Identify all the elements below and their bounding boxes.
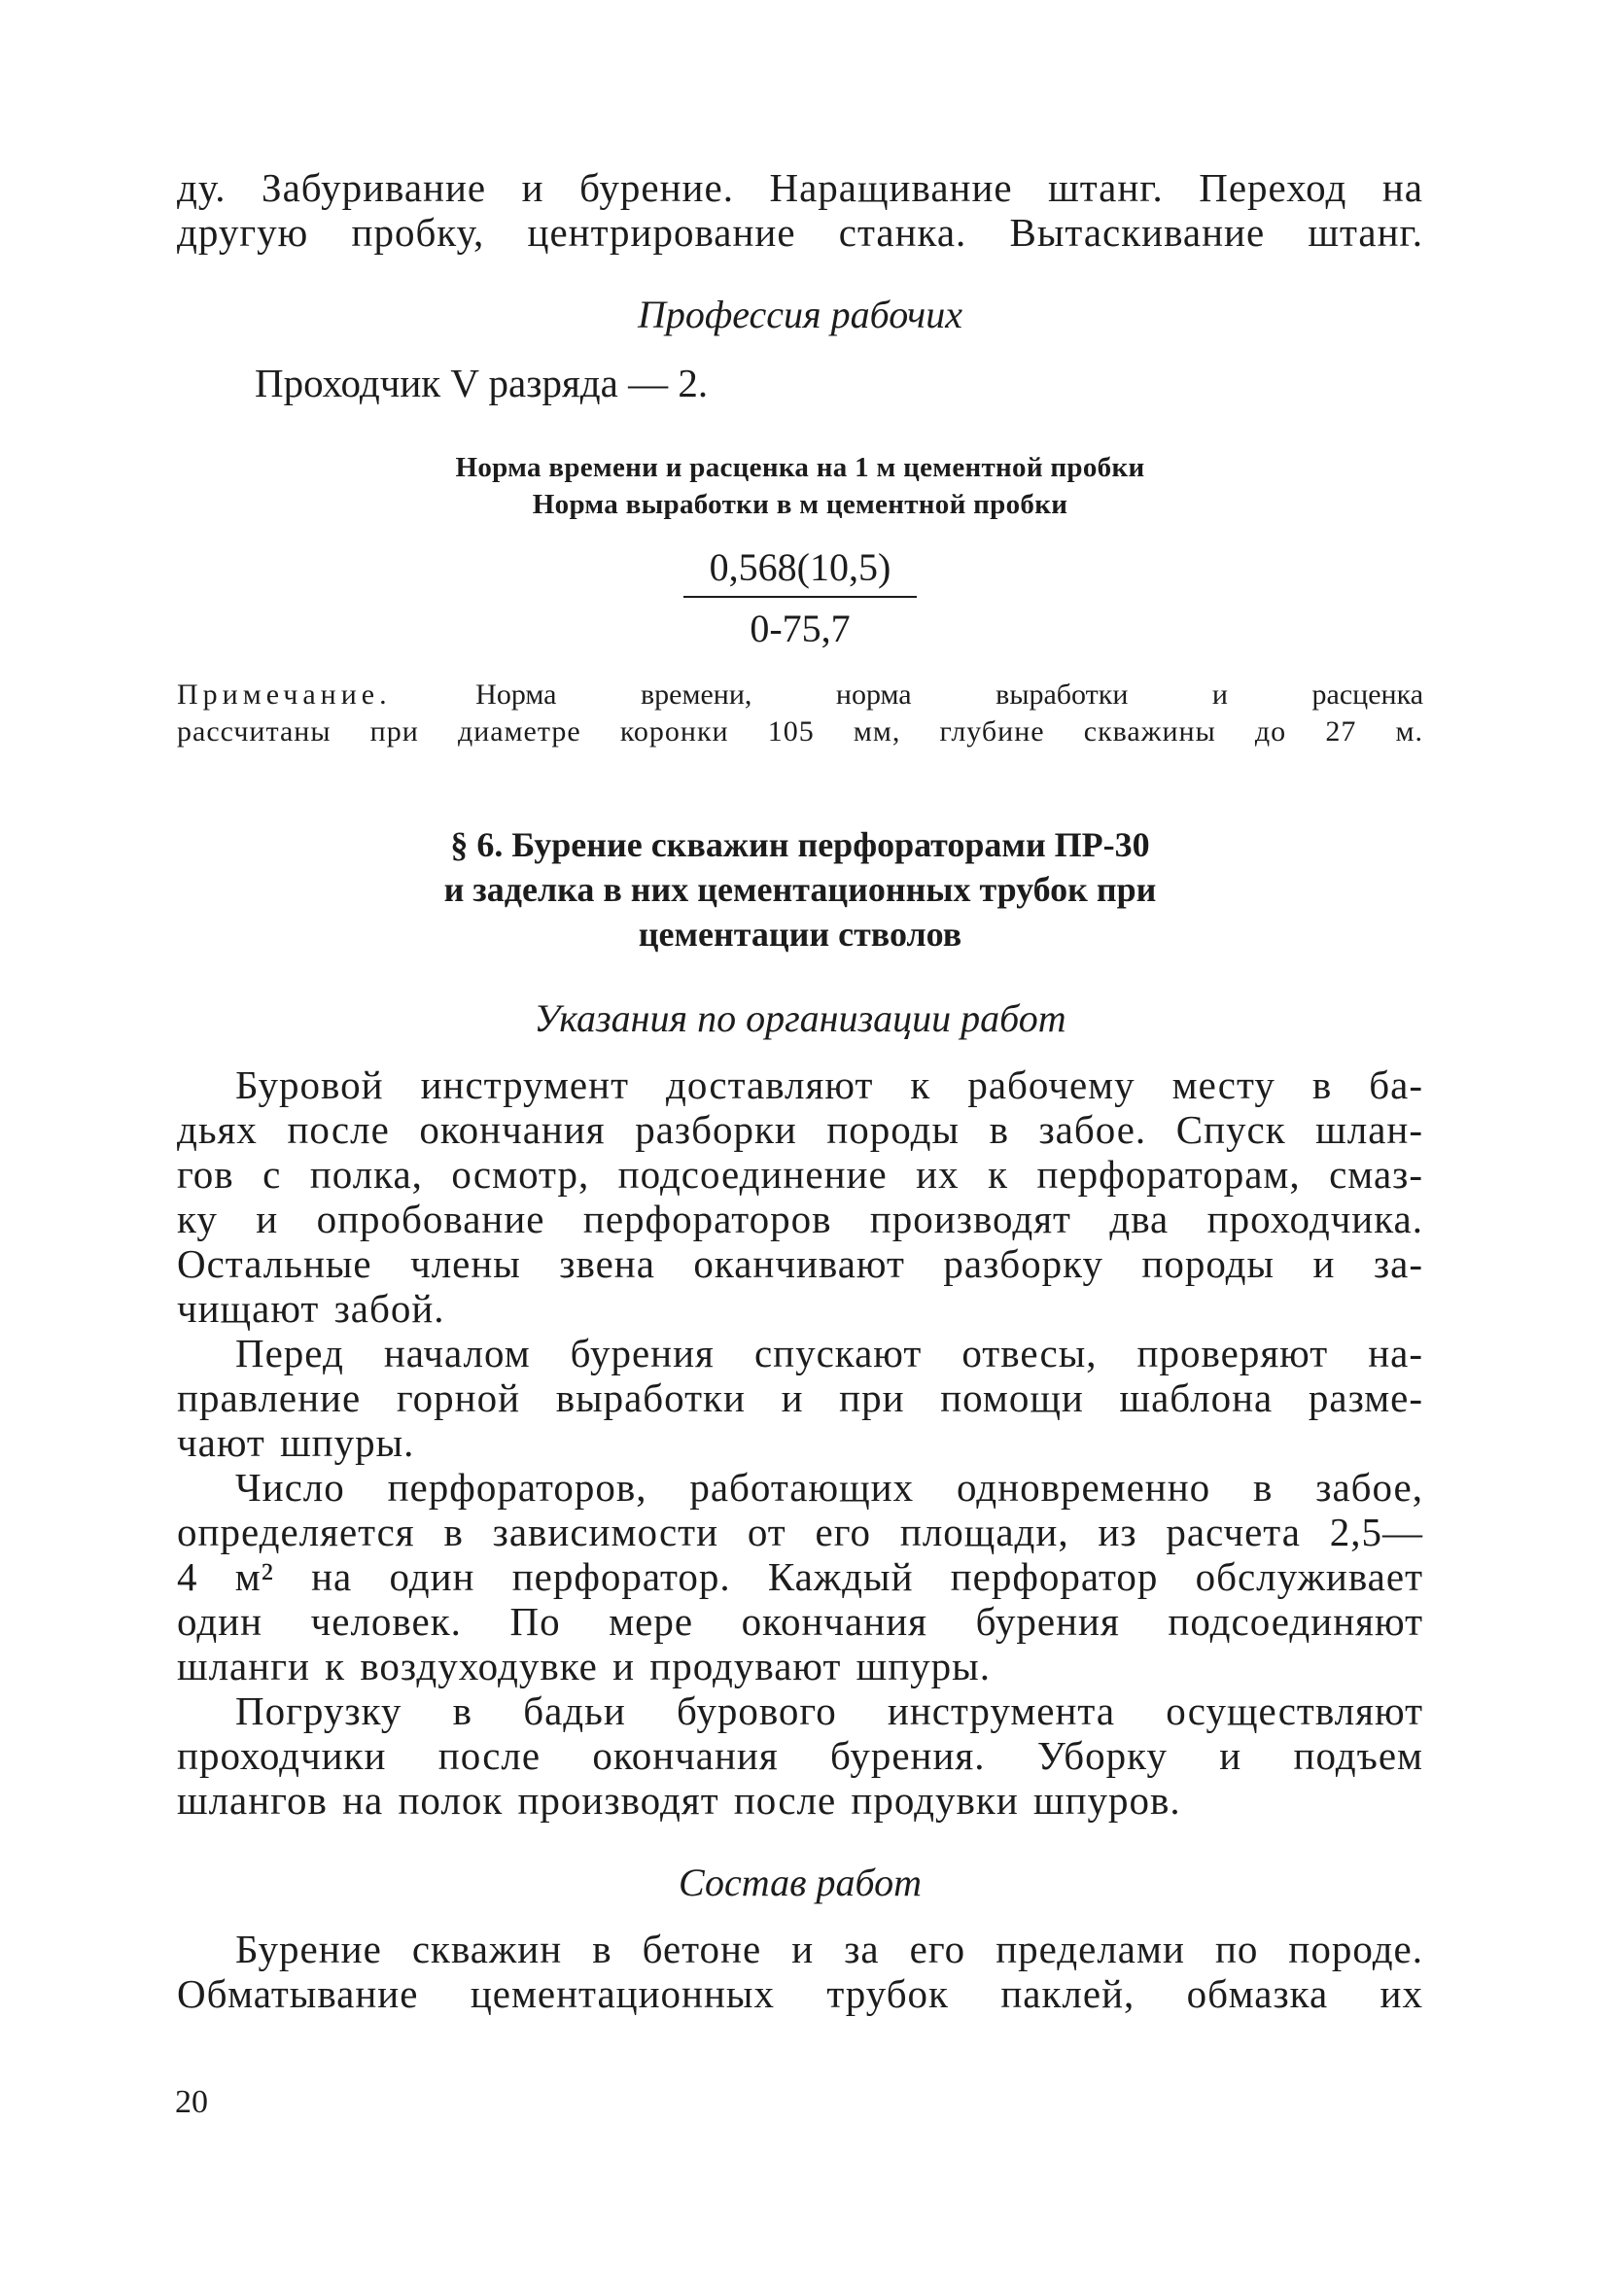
fraction-numerator: 0,568(10,5)	[683, 544, 917, 598]
section-title-line: и заделка в них цементационных трубок при	[443, 870, 1157, 909]
paragraph	[177, 1062, 1423, 1331]
norm-heading	[177, 449, 1423, 523]
profession-heading: Профессия рабочих	[637, 293, 962, 336]
section-title	[177, 822, 1423, 957]
text-line: один человек. По мере окончания бурения подсоединяют	[177, 1599, 1423, 1644]
text-line: правление горной выработки и при помощи шаблона разме-	[177, 1375, 1423, 1420]
text-line: Перед началом бурения спускают отвесы, проверяют на-	[235, 1331, 1423, 1375]
paragraph	[177, 1465, 1423, 1688]
text-line: Число перфораторов, работающих одновременно в забое,	[235, 1465, 1423, 1510]
profession-text: Проходчик V разряда — 2.	[255, 361, 709, 405]
section-title-line: § 6. Бурение скважин перфораторами ПР-30	[450, 825, 1150, 864]
note-text: Норма времени, норма выработки и расценка	[475, 678, 1424, 711]
composition-heading: Состав работ	[679, 1861, 922, 1904]
text-line: проходчики после окончания бурения. Уборку и подъем	[177, 1733, 1423, 1778]
page-number: 20	[175, 2084, 208, 2120]
text-line: ку и опробование перфораторов производят два проходчика.	[177, 1197, 1423, 1241]
text-line: определяется в зависимости от его площади, из расчета 2,5—	[177, 1510, 1423, 1554]
organization-heading: Указания по организации работ	[534, 996, 1066, 1040]
text-line: шлангов на полок производят после продувки шпуров.	[177, 1778, 1181, 1823]
organization-body	[177, 1062, 1423, 1823]
intro-paragraph	[177, 165, 1423, 255]
text-line: шланги к воздуходувке и продувают шпуры.	[177, 1644, 991, 1688]
norm-heading-line: Норма времени и расценка на 1 м цементной пробки	[455, 452, 1145, 483]
section-title-line: цементации стволов	[638, 915, 962, 954]
note-line	[177, 677, 1423, 713]
text-line: другую пробку, центрирование станка. Вытаскивание штанг.	[177, 210, 1423, 255]
page-body	[177, 165, 1423, 2016]
paragraph	[177, 1331, 1423, 1465]
text-line: дьях после окончания разборки породы в забое. Спуск шлан-	[177, 1107, 1423, 1152]
text-line: Погрузку в бадьи бурового инструмента осуществляют	[235, 1688, 1423, 1733]
note-line: рассчитаны при диаметре коронки 105 мм, глубине скважины до 27 м.	[177, 715, 1423, 748]
composition-paragraph	[177, 1927, 1423, 2016]
text-line: чищают забой.	[177, 1286, 445, 1331]
norm-fraction	[683, 544, 917, 651]
text-line: Обматывание цементационных трубок паклей, обмазка их	[177, 1971, 1423, 2016]
paragraph	[177, 1688, 1423, 1823]
text-line: Буровой инструмент доставляют к рабочему месту в ба-	[235, 1062, 1423, 1107]
text-line: 4 м² на один перфоратор. Каждый перфоратор обслуживает	[177, 1554, 1423, 1599]
norm-heading-line: Норма выработки в м цементной пробки	[532, 489, 1068, 520]
text-line: Остальные члены звена оканчивают разборку породы и за-	[177, 1241, 1423, 1286]
note-label: Примечание.	[177, 678, 392, 711]
text-line: чают шпуры.	[177, 1420, 415, 1465]
fraction-denominator: 0-75,7	[750, 607, 851, 650]
text-line: гов с полка, осмотр, подсоединение их к перфораторам, смаз-	[177, 1152, 1423, 1197]
text-line: Бурение скважин в бетоне и за его пределами по породе.	[235, 1927, 1423, 1971]
note	[177, 677, 1423, 750]
text-line: ду. Забуривание и бурение. Наращивание штанг. Переход на	[177, 165, 1423, 210]
